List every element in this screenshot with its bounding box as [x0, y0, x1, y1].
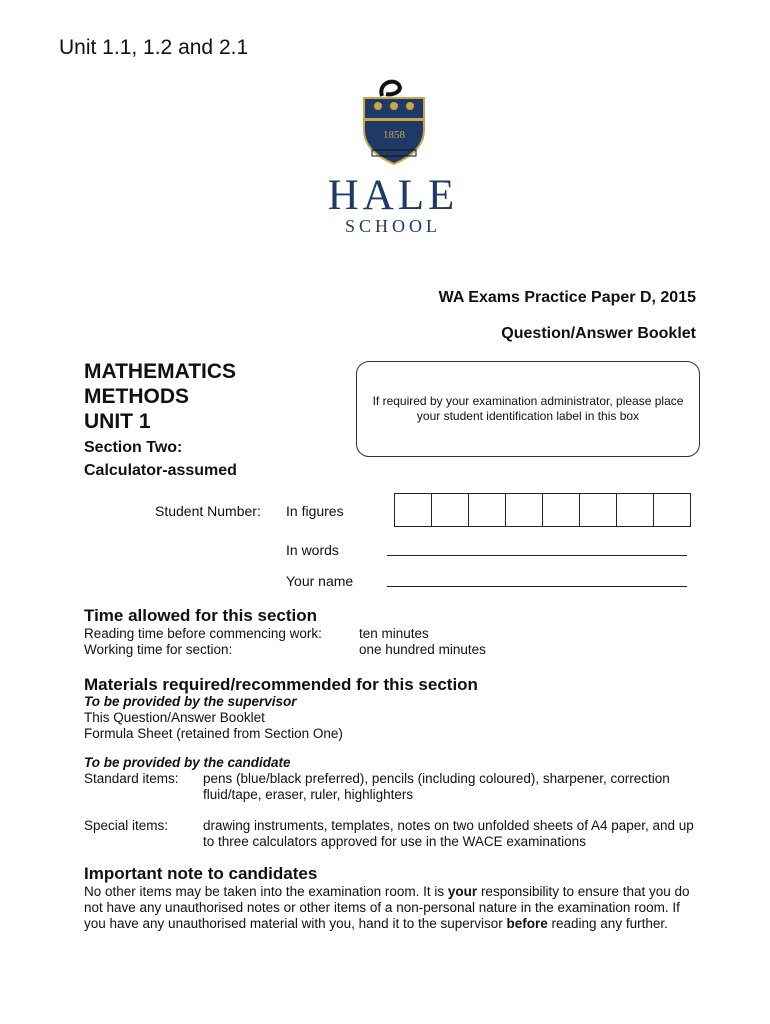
important-note [84, 884, 694, 932]
note-text: responsibility to ensure that you do not have any unauthorised notes or other items of a non-personal nature in the examination room. If you have any unauthorised material with you, hand it to the supervisor [84, 884, 690, 931]
crest-year: 1858 [383, 129, 405, 141]
time-heading: Time allowed for this section [84, 606, 318, 625]
crest-snake [381, 82, 400, 96]
school-name: HALE [327, 172, 459, 219]
section-line: Section Two: [84, 439, 183, 456]
student-number-grid[interactable] [394, 493, 691, 527]
important-heading: Important note to candidates [84, 864, 318, 883]
digit-box[interactable] [653, 494, 690, 526]
your-name-label: Your name [286, 573, 354, 589]
standard-items-text: pens (blue/black preferred), pencils (including coloured), sharpener, correction fluid/tape, eraser, ruler, highlighters [203, 771, 670, 802]
school-subname: SCHOOL [344, 216, 441, 236]
materials-heading: Materials required/recommended for this section [84, 675, 478, 694]
student-id-label-box[interactable] [356, 361, 700, 457]
your-name-field[interactable] [387, 576, 687, 587]
crest-band [364, 118, 424, 121]
crest-flower [390, 102, 398, 110]
crest-flower [374, 102, 382, 110]
booklet-title: Question/Answer Booklet [501, 325, 696, 342]
paper-title: WA Exams Practice Paper D, 2015 [438, 289, 696, 306]
candidate-heading: To be provided by the candidate [84, 755, 291, 770]
unit-header: Unit 1.1, 1.2 and 2.1 [59, 36, 249, 59]
digit-box[interactable] [579, 494, 616, 526]
digit-box[interactable] [505, 494, 542, 526]
subject-line: MATHEMATICS [84, 360, 237, 383]
subject-line: UNIT 1 [84, 410, 151, 433]
digit-box[interactable] [542, 494, 579, 526]
subject-line: METHODS [84, 385, 189, 408]
school-crest-logo [358, 74, 430, 166]
digit-box[interactable] [431, 494, 468, 526]
section-name [84, 436, 237, 482]
note-emphasis: your [447, 884, 478, 899]
in-words-field[interactable] [387, 545, 687, 556]
working-time-value: one hundred minutes [359, 642, 486, 657]
in-figures-label: In figures [286, 503, 344, 519]
note-text: No other items may be taken into the examination room. It is [84, 884, 448, 899]
supervisor-heading: To be provided by the supervisor [84, 694, 297, 709]
digit-box[interactable] [468, 494, 505, 526]
note-text: reading any further. [547, 916, 668, 931]
special-items-text: drawing instruments, templates, notes on two unfolded sheets of A4 paper, and up to three calculators approved for use in the WACE examinations [203, 818, 694, 849]
section-line: Calculator-assumed [84, 462, 237, 479]
crest-flower [406, 102, 414, 110]
id-box-instruction: If required by your examination administrator, please place your student identification label in this box [372, 394, 684, 423]
supervisor-item: Formula Sheet (retained from Section One) [84, 726, 343, 741]
supervisor-item: This Question/Answer Booklet [84, 710, 265, 725]
working-time-label: Working time for section: [84, 642, 233, 657]
reading-time-label: Reading time before commencing work: [84, 626, 322, 641]
special-items-label: Special items: [84, 818, 169, 833]
standard-items-label: Standard items: [84, 771, 179, 786]
note-emphasis: before [506, 916, 548, 931]
reading-time-value: ten minutes [359, 626, 429, 641]
subject-title [84, 359, 236, 434]
student-number-label: Student Number: [155, 503, 261, 519]
digit-box[interactable] [395, 494, 431, 526]
digit-box[interactable] [616, 494, 653, 526]
in-words-label: In words [286, 542, 339, 558]
